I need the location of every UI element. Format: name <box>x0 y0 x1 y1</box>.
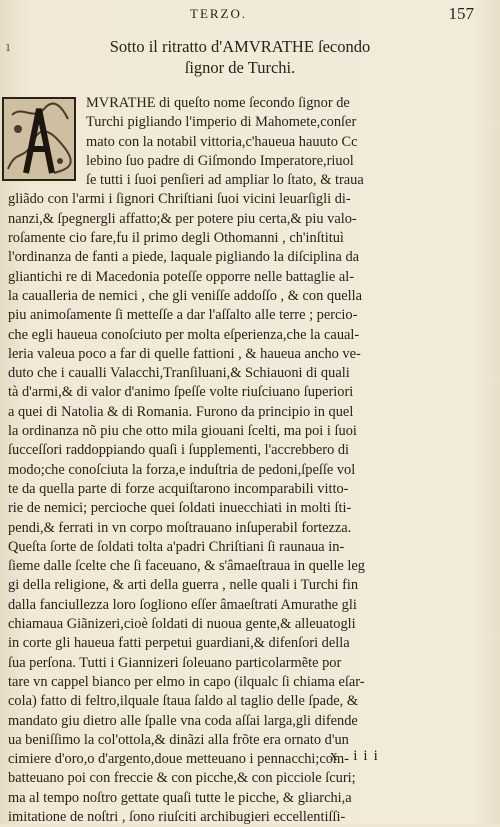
text-line: Turchi pigliando l'imperio di Mahomete,conſer <box>86 114 357 131</box>
text-line: chiamaua Giãnizeri,cioè ſoldati di nuoua gente,& alleuatogli <box>8 616 356 633</box>
heading-line-1: Sotto il ritratto d'AMVRATHE ſecondo <box>109 37 371 56</box>
margin-mark: ı <box>6 40 11 55</box>
text-line: cola) fatto di feltro,ilquale ſtaua ſaldo al taglio delle ſpade, & <box>8 693 359 710</box>
text-line: ua beniſſimo la col'ottola,& dinãzi alla frõte era ornato d'un <box>8 731 349 748</box>
text-line: ſe tutti i ſuoi penſieri ad ampliar lo ſtato, & traua <box>86 172 364 189</box>
text-line: te da quella parte di forze acquiſtarono incomparabili vitto- <box>8 480 349 497</box>
text-line: pendi,& ferrati in vn corpo moſtrauano inſuperabil fortezza. <box>8 519 352 536</box>
section-heading <box>20 36 460 78</box>
heading-line-2: ſignor de Turchi. <box>184 58 296 77</box>
text-line: la ordinanza nõ piu che otto mila giouani ſcelti, ma poi i ſuoi <box>8 423 357 440</box>
text-line: piu animoſamente ſi metteſſe a dar l'aſſalto alle terre ; percio- <box>8 307 358 324</box>
body-text <box>8 94 486 827</box>
text-line: gliãdo con l'armi i ſignori Chriſtiani ſuoi vicini leuarſigli di- <box>8 191 351 208</box>
text-line: a quei di Natolia & di Romania. Furono da principio in quel <box>8 403 354 420</box>
text-line: ma al tempo noſtro gettate quaſi tutte le picche, & gliarchi,a <box>8 789 352 806</box>
text-line: ſieme dalle ſcelte che ſi faceuano, & s'âmaeſtraua in quelle leg <box>8 558 365 575</box>
page-number: 157 <box>448 4 474 23</box>
text-line: l'ordinanza de fanti a piede, laquale pigliando la diſciplina da <box>8 249 360 266</box>
text-line: gi della religione, & arti della guerra , nelle quali i Turchi fin <box>8 577 359 594</box>
text-line: che egli haueua conoſciuto per molta eſperienza,che la caual- <box>8 326 360 343</box>
text-line: ſucceſſori raddoppiando quaſi i ſupplementi, l'accrebbero di <box>8 442 350 459</box>
text-line: rie de nemici; percioche quei ſoldati inuecchiati in molti ſti- <box>8 500 352 517</box>
text-line: Queſta ſorte de ſoldati tolta a'padri Chriſtiani ſi raunaua in- <box>8 538 345 555</box>
text-line: tà d'armi,& di valor d'animo ſpeſſe volte riuſciuano ſuperiori <box>8 384 354 401</box>
text-line: roſamente cio fare,fu il primo degli Othomanni , ch'inſtituì <box>8 230 344 247</box>
text-line: in corte gli haueua fatti perpetui guardiani,& difenſori della <box>8 635 350 652</box>
text-line: MVRATHE di queſto nome ſecondo ſignor de <box>86 95 350 111</box>
running-head-title: TERZO. <box>190 6 248 21</box>
text-line: cimiere d'oro,o d'argento,doue metteuano i pennacchi;com- <box>8 751 349 768</box>
text-line: duto che i caualli Valacchi,Tranſiluani,& Schiauoni di quali <box>8 365 350 382</box>
text-line: modo;che conoſciuta la forza,e induſtria de pedoni,ſpeſſe vol <box>8 461 356 478</box>
text-line: dalla fanciullezza loro ſogliono eſſer âmaeſtrati Amurathe gli <box>8 596 357 613</box>
catchword-line <box>0 748 500 768</box>
text-line: mato con la notabil vittoria,c'haueua hauuto Cc <box>86 133 358 150</box>
signature-mark: x iii <box>330 748 384 764</box>
text-line: batteuano poi con freccie & con picche,& con picciole ſcuri; <box>8 770 356 787</box>
text-line: la caualleria de nemici , che gli veniſſe addoſſo , & con quella <box>8 287 363 304</box>
text-line: nanzi,& ſpegnergli affatto;& per potere piu certa,& piu valo- <box>8 210 357 227</box>
text-line: lebino ſuo padre di Giſmondo Imperatore,riuol <box>86 152 354 169</box>
text-line: ſua perſona. Tutti i Giannizeri ſoleuano particolarmẽte por <box>8 654 342 671</box>
text-line: mandato giu dietro alle ſpalle vna coda aſſai larga,gli difende <box>8 712 358 729</box>
text-line: gliantichi re di Macedonia poteſſe opporre nelle battaglie al- <box>8 268 355 285</box>
text-line: leria valeua poco a far di quelle fattioni , & haueua ancho ve- <box>8 345 361 362</box>
text-line: tare vn cappel bianco per elmo in capo (ilqualc ſi chiama eſar- <box>8 673 365 690</box>
text-line: imitatione de noſtri , ſono riuſciti archibugieri eccellentiſſi- <box>8 808 346 825</box>
running-head <box>0 6 500 24</box>
